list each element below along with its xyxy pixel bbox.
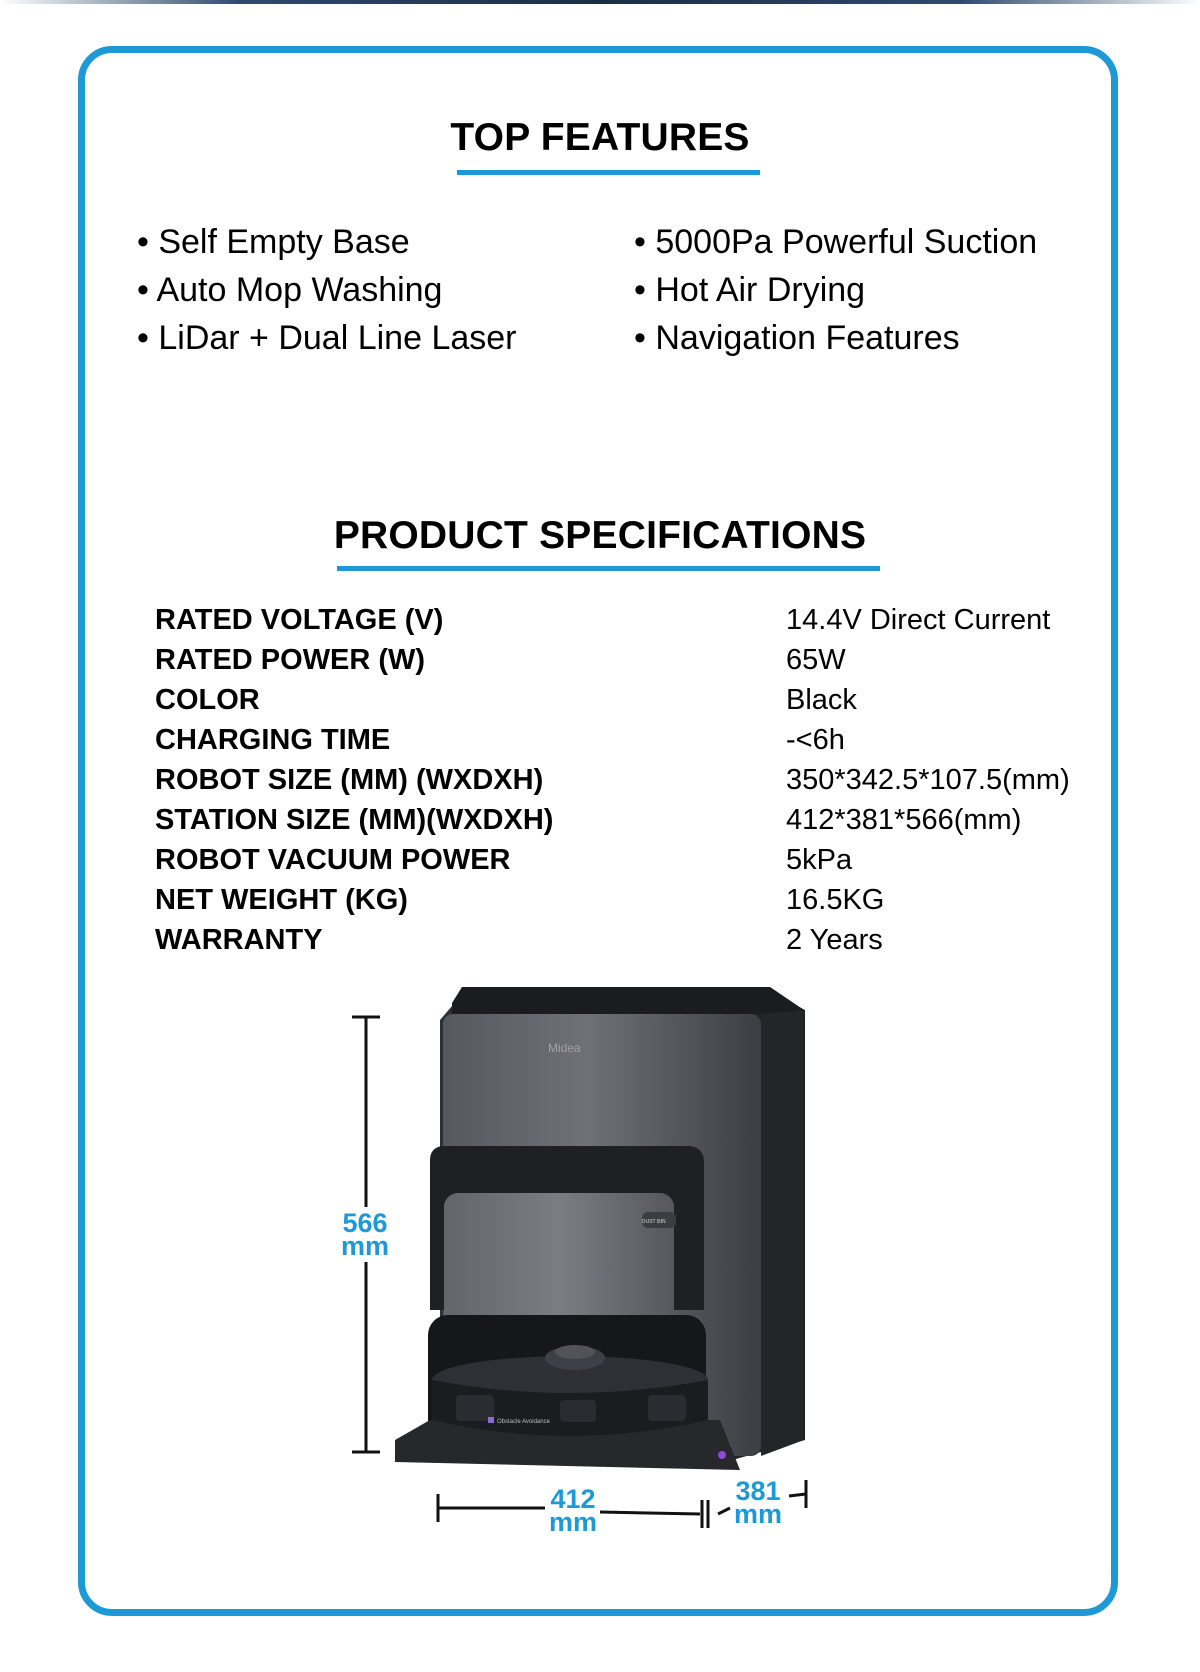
feature-item: • Auto Mop Washing [137,271,443,309]
feature-item: • Hot Air Drying [634,271,866,309]
spec-label: RATED VOLTAGE (V) [155,604,444,636]
depth-value: 381 [735,1476,781,1506]
depth-unit: mm [733,1499,782,1529]
spec-value: 5kPa [786,844,853,876]
spec-label: RATED POWER (W) [155,644,426,676]
spec-value: 412*381*566(mm) [786,804,1022,836]
width-value: 412 [550,1484,596,1514]
spec-label: STATION SIZE (MM)(WXDXH) [155,804,554,836]
spec-label: ROBOT VACUUM POWER [155,844,511,876]
brand-logo: Midea [548,1041,581,1055]
spec-values-column [786,600,1070,960]
robot-label: Obstacle Avoidance [497,1419,550,1425]
dust-bin-label: DUST BIN [642,1219,666,1225]
spec-label: WARRANTY [155,924,323,956]
product-specifications-underline [337,566,880,571]
depth-dimension-label [723,1476,793,1529]
spec-value: 14.4V Direct Current [786,604,1051,636]
spec-value: 16.5KG [786,884,885,916]
spec-label: CHARGING TIME [155,724,391,756]
features-right-column [634,218,1037,362]
station-lid-shape [452,987,804,1016]
top-features-underline [457,170,760,175]
height-dimension-label [330,1208,400,1261]
product-specifications-heading: PRODUCT SPECIFICATIONS [333,514,867,557]
spec-labels-column [155,600,553,960]
robot-sensor [560,1400,596,1422]
spec-value: -<6h [786,724,845,756]
top-decorative-strip [0,0,1200,4]
features-left-column [137,218,517,362]
spec-value: 2 Years [786,924,883,956]
spec-label: ROBOT SIZE (MM) (WXDXH) [155,764,544,796]
station-indicator-light [718,1451,726,1459]
spec-value: 350*342.5*107.5(mm) [786,764,1070,796]
width-unit: mm [548,1507,597,1537]
feature-item: • Navigation Features [634,319,960,357]
robot-sensor [648,1395,686,1421]
height-value: 566 [342,1208,388,1238]
spec-value: Black [786,684,857,716]
top-features-heading: TOP FEATURES [450,116,750,159]
lidar-cap [555,1345,595,1359]
spec-value: 65W [786,644,846,676]
height-unit: mm [340,1231,389,1261]
width-dimension-label [538,1484,608,1537]
feature-item: • LiDar + Dual Line Laser [137,319,517,357]
feature-item: • Self Empty Base [137,223,410,261]
robot-indicator [488,1417,494,1423]
spec-label: NET WEIGHT (KG) [155,884,408,916]
spec-label: COLOR [155,684,260,716]
station-right-face [761,1010,804,1456]
feature-item: • 5000Pa Powerful Suction [634,223,1038,261]
product-illustration [0,960,1200,1560]
